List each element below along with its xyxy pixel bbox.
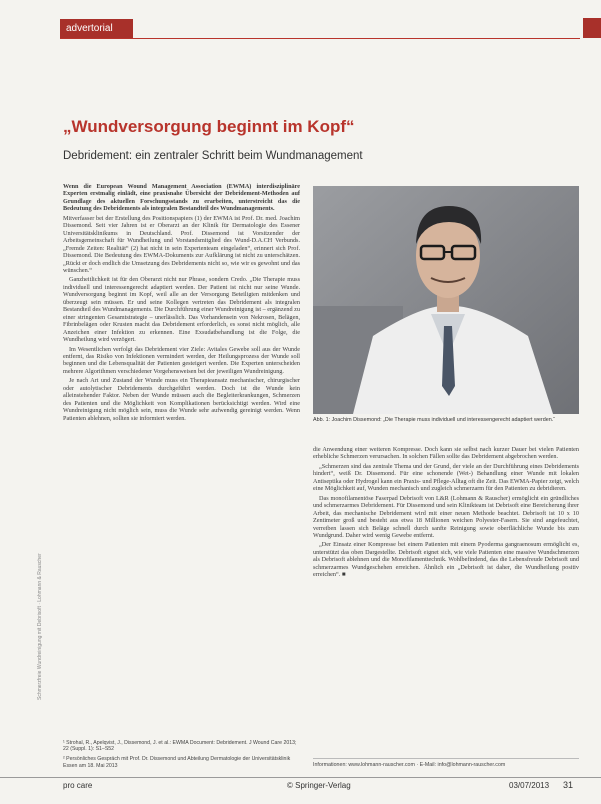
corner-marker [583,18,601,38]
footnote: ¹ Strohal, R., Apelqvist, J., Dissemond, J. et al.: EWMA Document: Debridement. J Wound Care 2013; 22 (Suppl. 1): S1–S52 [63,740,297,753]
lead-paragraph: Wenn die European Wound Management Association (EWMA) interdisziplinäre Experten erstmalig einlädt, eine praxisnahe Übersicht der Debridement-Methoden auf Grundlage des aktuellen Forschungsstands zu erarbeiten, unterstreicht das die Bedeutung des Debridements als integralen Bestandteil des Wundmanagements. [63,183,300,213]
article-column-1 [63,183,300,424]
portrait-photo [313,186,579,414]
paragraph: Ganzheitlichkeit ist für den Oberarzt nicht nur Phrase, sondern Credo. „Die Therapie muss individuell und interessengerecht adaptiert werden. Der Patient ist nicht nur seine Wunde. Wundversorgung beginnt im Kopf, weil alle an der Versorgung Beteiligten mitdenken und überzeugt sein müssen. Er und seine Kollegen vertreten das Debridement als integralen Bestandteil des Wundmanagements. Die Durchführung einer Wundreinigung ist – ergänzend zu einer stringenten Gesamtstrategie – unerlässlich. Das Vorhandensein von Nekrosen, Belägen, Fibrinbelägen oder Krusten macht das Debridement erforderlich, es sonst nicht möglich, alle Anzeichen einer Infektion zu erkennen. Eine Exsudatbehandlung ist die Folge, die Wundheilung wird verzögert. [63,276,300,344]
paragraph: „Der Einsatz einer Kompresse bei einem Patienten mit einem Pyoderma gangraenosum ermöglicht es, unterstützt das oben Dargestellte. Debrisoft eignet sich, wie viele Patienten eine massive Wundschmerzen als Debrisoft ablehnen und die Monofilamenttechnik. Wohlbefindend, das die Lebensfreude Debrisoft und schmerzarmes Wundgeschehen erreichen. Ähnlich ein „Debrisoft ist daher, die Wundheilung positiv erreichen“. ■ [313,541,579,579]
paragraph: Mitverfasser bei der Erstellung des Positionspapiers (1) der EWMA ist Prof. Dr. med. Joachim Dissemond. Seit vier Jahren ist er Oberarzt an der Klinik für Dermatologie des Essener Universitätsklinikums in Deutschland. Prof. Dissemond ist Vorsitzender der Arbeitsgemeinschaft für Wundheilung und Vorstandsmitglied des Wund-D.A.CH Verbunds. „Fremde Zeiten: Realität“ (2) hat nicht in sein Expertenteam eingeladen“, erinnert sich Prof. Dissemond. Die Bedeutung des EWMA-Dokuments zur Aufklärung ist nicht zu unterschätzen. „Rückt er doch endlich die Umsetzung des Debridements nicht so, wie wir es gewohnt und das wünschen.“ [63,214,300,274]
doctor-portrait-image [313,186,579,414]
footnote: ² Persönliches Gespräch mit Prof. Dr. Dissemond und Abteilung Dermatologie der Universitätsklinik Essen am 18. Mai 2013 [63,756,291,769]
footer-rule [0,777,601,778]
issue-date: 03/07/2013 [509,781,550,790]
paragraph: die Anwendung einer weiteren Kompresse. Doch kann sie selbst nach kurzer Dauer bei vielen Patienten erhebliche Schmerzen verursachen. In solchen Fällen sollte das Debridement abgebrochen werden. [313,446,579,461]
section-tag: advertorial [60,19,133,38]
article-subtitle: Debridement: ein zentraler Schritt beim Wundmanagement [63,150,363,162]
article-column-2 [313,446,579,581]
footnotes [63,740,300,773]
header-rule [60,19,580,39]
journal-name: pro care [63,781,93,790]
publisher: © Springer-Verlag [287,781,351,790]
paragraph: „Schmerzen sind das zentrale Thema und der Grund, der viele an der Durchführung eines Debridements hindert“, weiß Dr. Dissemond. Für eine schonende (Wet-) Behandlung einer Wunde mit lokalen Antiseptika oder Hydrogel kann ein Praxis- und Pflege-Alltag oft die Zeit. Das EWMA-Papier zeigt, welch eine Möglichkeit auf, Wunden mechanisch und zugleich schmerzarm für den Patienten zu debridieren. [313,462,579,493]
paragraph: Je nach Art und Zustand der Wunde muss ein Therapieansatz mechanischer, chirurgischer oder autolytischer Debridements durchgeführt werden. Doch ist die Wunde kein alleinstehender Faktor. Neben der Wunde müssen auch die Begleiterkrankungen, Schmerzen des Patienten und die Möglichkeit von Komplikationen berücksichtigt werden. Wird eine Wundreinigung nicht möglich sein, muss die Wunde sehr aufwendig gereinigt werden. Wenn Patienten ablehnen, sollten sie informiert werden. [63,377,300,422]
info-line: Informationen: www.lohmann-rauscher.com · E-Mail: info@lohmann-rauscher.com [313,758,579,768]
side-vertical-text: Schmerzfreie Wundreinigung mit Debrisoft · Lohmann & Rauscher [37,553,43,700]
page-number: 31 [563,780,574,790]
article-title: „Wundversorgung beginnt im Kopf“ [63,117,355,136]
photo-caption: Abb. 1: Joachim Dissemond: „Die Therapie muss individuell und interessengerecht adaptiert werden.“ [313,417,556,423]
paragraph: Im Wesentlichen verfolgt das Debridement vier Ziele: Avitales Gewebe soll aus der Wunde entfernt, das Risiko von Infektionen vermindert werden, der Heilungsprozess der Wunde soll beginnen und die Lebensqualität der Patienten gesteigert werden. Die Experten unterscheiden mehrere Algorithmen verschiedener Vorgehensweisen bei der jeweiligen Wundreinigung. [63,345,300,375]
paragraph: Das monofilamentöse Faserpad Debrisoft von L&R (Lohmann & Rauscher) ermöglicht ein gründliches und schmerzarmes Debridement. Für Dissemond und sein Klinikteam ist Debrisoft eine Bereicherung ihrer Arbeit, das mechanische Debridement wird mit einer neuen Methode beachtet. Debrisoft ist 10 x 10 Zentimeter groß und besteht aus etwa 18 Millionen weichen Polyester-Fasern. Sie sind angefeuchtet, verreiben lassen sich Beläge schnell durch sanfte Reinigung sowie oberflächliche Wunde bis zum Wundgrund. Daher wird wenig Gewebe entfernt. [313,494,579,539]
